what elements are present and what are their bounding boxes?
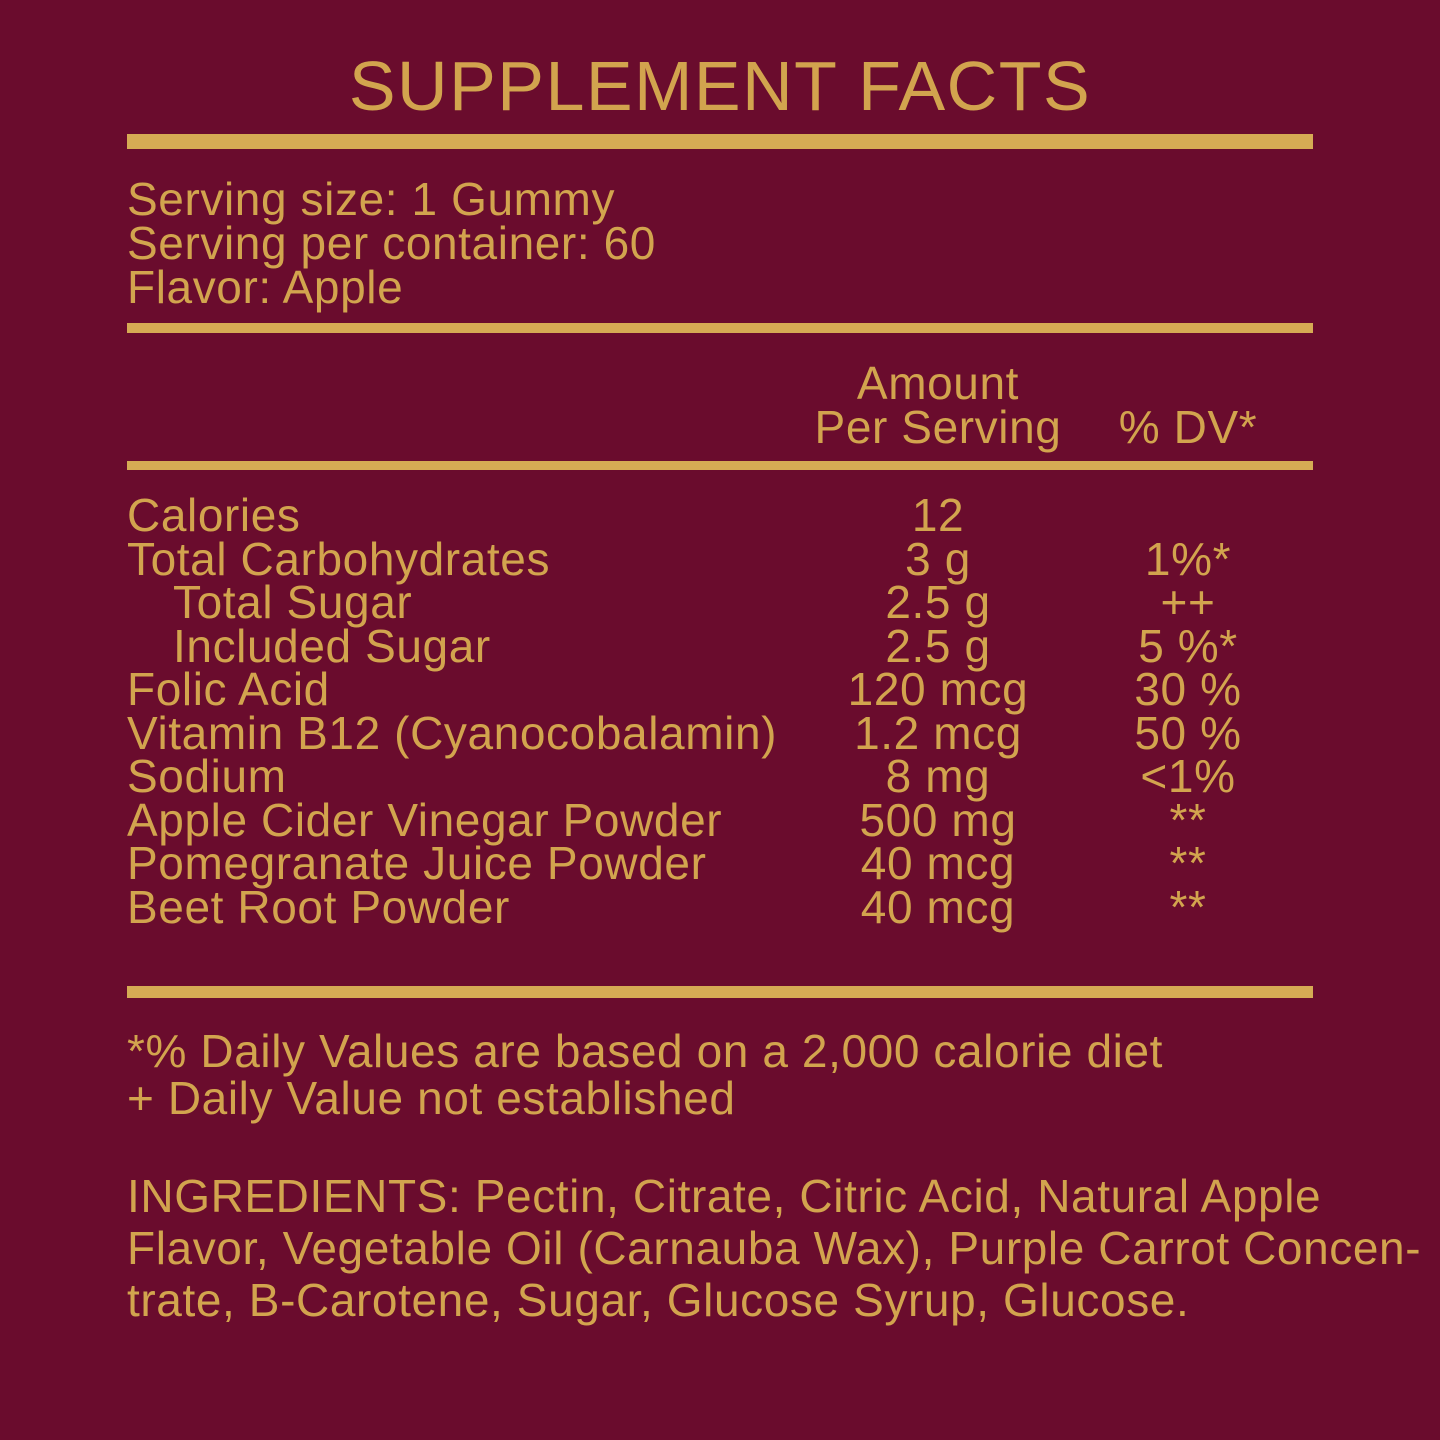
amount-value: 2.5 g bbox=[885, 619, 991, 672]
dv-value: ++ bbox=[1160, 576, 1216, 628]
serving-info bbox=[127, 173, 1313, 313]
dv-value: ** bbox=[1169, 837, 1207, 889]
nutrient-label: Sodium bbox=[127, 750, 287, 802]
amount-value: 40 mcg bbox=[860, 880, 1016, 933]
divider-rule-serving bbox=[127, 323, 1313, 333]
table-row bbox=[127, 576, 1313, 628]
dv-column-header: % DV* bbox=[1118, 401, 1258, 453]
nutrient-label: Included Sugar bbox=[173, 619, 491, 672]
nutrient-label: Total Sugar bbox=[173, 576, 413, 628]
page-title: SUPPLEMENT FACTS bbox=[348, 47, 1092, 125]
amount-header-line1: Amount bbox=[856, 357, 1020, 409]
nutrient-label: Calories bbox=[127, 489, 301, 541]
amount-header-line2: Per Serving bbox=[814, 401, 1062, 453]
amount-value: 12 bbox=[911, 489, 965, 541]
amount-value: 40 mcg bbox=[860, 837, 1016, 889]
table-row bbox=[127, 489, 1313, 541]
dv-value: 5 %* bbox=[1138, 619, 1238, 672]
nutrient-label: Vitamin B12 (Cyanocobalamin) bbox=[127, 706, 778, 759]
amount-value: 120 mcg bbox=[847, 663, 1029, 715]
table-row bbox=[127, 663, 1313, 715]
dv-value: 50 % bbox=[1134, 706, 1242, 759]
daily-value-footnote: *% Daily Values are based on a 2,000 calorie diet bbox=[127, 1025, 1164, 1077]
table-row bbox=[127, 619, 1313, 672]
dv-value: ** bbox=[1169, 880, 1207, 933]
flavor-line: Flavor: Apple bbox=[127, 261, 404, 313]
divider-rule-bottom bbox=[127, 986, 1313, 998]
table-row bbox=[127, 750, 1313, 802]
table-row bbox=[127, 880, 1313, 933]
header-spacer bbox=[127, 361, 813, 449]
serving-per-container-line: Serving per container: 60 bbox=[127, 217, 656, 269]
nutrient-label: Folic Acid bbox=[127, 663, 330, 715]
divider-rule-header bbox=[127, 461, 1313, 470]
nutrient-table bbox=[127, 489, 1313, 933]
table-row bbox=[127, 837, 1313, 889]
table-header bbox=[127, 357, 1313, 453]
nutrient-label: Pomegranate Juice Powder bbox=[127, 837, 707, 889]
ingredients-section bbox=[127, 1170, 1422, 1326]
amount-value: 8 mg bbox=[885, 750, 991, 802]
amount-value: 500 mg bbox=[859, 793, 1017, 846]
not-established-footnote: + Daily Value not established bbox=[127, 1072, 736, 1124]
dv-value: 1%* bbox=[1144, 532, 1232, 585]
serving-size-line: Serving size: 1 Gummy bbox=[127, 173, 616, 225]
footnotes bbox=[127, 1025, 1313, 1124]
nutrient-label: Total Carbohydrates bbox=[127, 532, 551, 585]
ingredients-line: Flavor, Vegetable Oil (Carnauba Wax), Purple Carrot Concen- bbox=[127, 1222, 1422, 1274]
table-row bbox=[127, 793, 1313, 846]
dv-value: ** bbox=[1169, 793, 1207, 846]
dv-value bbox=[1063, 494, 1313, 538]
table-row bbox=[127, 532, 1313, 585]
divider-rule-top bbox=[127, 134, 1313, 149]
amount-value: 2.5 g bbox=[885, 576, 991, 628]
table-row bbox=[127, 706, 1313, 759]
nutrient-label: Beet Root Powder bbox=[127, 880, 510, 933]
nutrient-label: Apple Cider Vinegar Powder bbox=[127, 793, 723, 846]
amount-value: 1.2 mcg bbox=[854, 706, 1022, 759]
ingredients-line: INGREDIENTS: Pectin, Citrate, Citric Acid, Natural Apple bbox=[127, 1170, 1322, 1222]
dv-value: <1% bbox=[1140, 750, 1236, 802]
amount-column-header bbox=[813, 357, 1063, 453]
dv-value: 30 % bbox=[1134, 663, 1242, 715]
ingredients-line: trate, B-Carotene, Sugar, Glucose Syrup, Glucose. bbox=[127, 1274, 1190, 1326]
amount-value: 3 g bbox=[905, 532, 971, 585]
